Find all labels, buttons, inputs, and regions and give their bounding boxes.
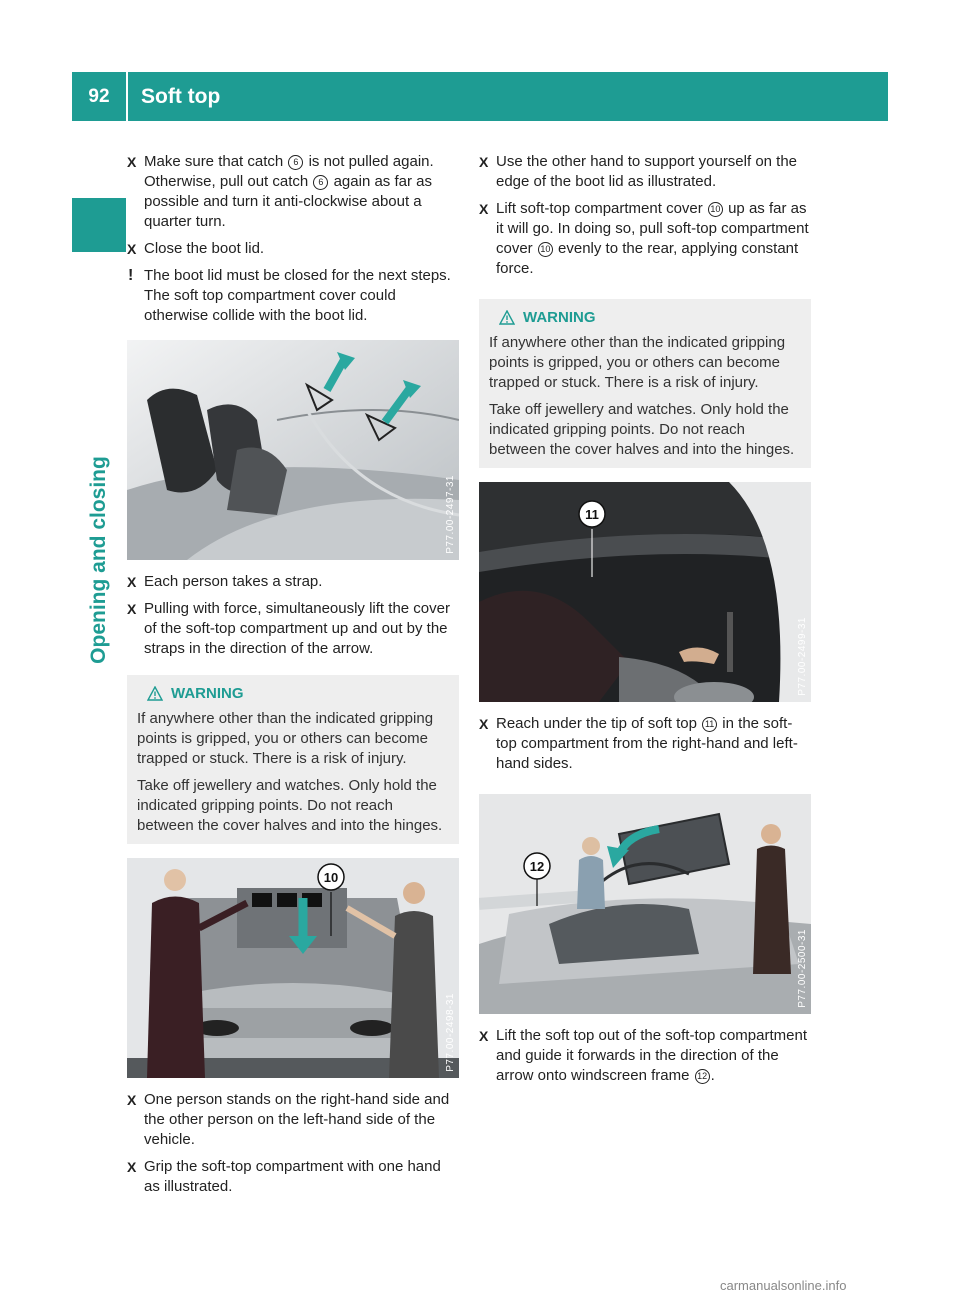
instruction-step: X Use the other hand to support yourself on the edge of the boot lid as illustrated.: [479, 153, 798, 190]
chapter-marker: [72, 198, 126, 252]
header-divider: [126, 72, 128, 121]
step-marker-icon: X: [127, 601, 137, 617]
warning-box: [127, 675, 459, 844]
figure-boot-lid-straps: [127, 340, 459, 560]
callout-11-label: 11: [585, 507, 599, 522]
warning-heading: WARNING: [137, 685, 451, 702]
callout-6-icon: 6: [288, 155, 303, 170]
warning-triangle-icon: [499, 310, 515, 325]
instruction-step: X Close the boot lid.: [127, 240, 265, 257]
instruction-step: X Make sure that catch 6 is not pulled again. Otherwise, pull out catch 6 again as far as possible and turn it anti-clockwise about a quarter turn.: [127, 153, 434, 230]
step-marker-icon: X: [127, 241, 137, 257]
figure-reference: P77.00-2500-31: [797, 929, 808, 1008]
warning-text: If anywhere other than the indicated gripping points is gripped, you or others can become trapped or stuck. There is a risk of injury.: [137, 710, 434, 767]
car-seats-illustration: [127, 340, 459, 560]
figure-lift-soft-top: [479, 794, 811, 1014]
instruction-step: X Each person takes a strap.: [127, 573, 323, 590]
instruction-step: X One person stands on the right-hand side and the other person on the left-hand side of the vehicle.: [127, 1091, 450, 1148]
page-number: 92: [88, 85, 110, 107]
hand-under-soft-top-illustration: [479, 482, 811, 702]
page-title: Soft top: [141, 84, 221, 108]
figure-reference: P77.00-2498-31: [445, 993, 456, 1072]
warning-text: If anywhere other than the indicated gripping points is gripped, you or others can become trapped or stuck. There is a risk of injury.: [489, 334, 786, 391]
instruction-step: X Pulling with force, simultaneously lift the cover of the soft-top compartment up and out by the straps in the direction of the arrow.: [127, 600, 450, 657]
callout-10-icon: 10: [538, 242, 553, 257]
callout-12-label: 12: [529, 859, 545, 874]
watermark: carmanualsonline.info: [720, 1278, 847, 1293]
exclamation-icon: !: [128, 267, 134, 284]
callout-6-icon: 6: [313, 175, 328, 190]
warning-text: Take off jewellery and watches. Only hold the indicated gripping points. Do not reach between the cover halves and into the hinges.: [489, 401, 795, 458]
step-marker-icon: X: [479, 1028, 489, 1044]
callout-10-icon: 10: [708, 202, 723, 217]
step-marker-icon: X: [127, 154, 137, 170]
step-marker-icon: X: [479, 716, 489, 732]
callout-12-icon: 12: [695, 1069, 710, 1084]
warning-heading: WARNING: [489, 309, 803, 326]
step-marker-icon: X: [127, 1159, 137, 1175]
figure-reach-under-soft-top: [479, 482, 811, 702]
right-column: [479, 152, 811, 1093]
material-damage-note: ! The boot lid must be closed for the next steps. The soft top compartment cover could otherwise collide with the boot lid.: [128, 267, 451, 324]
people-lifting-cover-illustration: [127, 858, 459, 1078]
step-marker-icon: X: [127, 574, 137, 590]
figure-reference: P77.00-2497-31: [445, 475, 456, 554]
instruction-step: X Lift soft-top compartment cover 10 up as far as it will go. In doing so, pull soft-top compartment cover 10 evenly to the rear, applying constant force.: [479, 200, 809, 277]
figure-two-people-lifting: [127, 858, 459, 1078]
step-marker-icon: X: [127, 1092, 137, 1108]
step-marker-icon: X: [479, 201, 489, 217]
left-column: [127, 152, 459, 1204]
callout-11-icon: 11: [702, 717, 717, 732]
soft-top-lifting-illustration: [479, 794, 811, 1014]
instruction-step: X Lift the soft top out of the soft-top compartment and guide it forwards in the direction of the arrow onto windscreen frame 12 .: [479, 1027, 808, 1084]
callout-10-label: 10: [323, 870, 339, 885]
warning-triangle-icon: [147, 686, 163, 701]
instruction-step: X Grip the soft-top compartment with one hand as illustrated.: [127, 1158, 441, 1195]
warning-text: Take off jewellery and watches. Only hold the indicated gripping points. Do not reach between the cover halves and into the hinges.: [137, 777, 443, 834]
instruction-step: X Reach under the tip of soft top 11 in the soft-top compartment from the right-hand and left-hand sides.: [479, 715, 798, 772]
chapter-label: Opening and closing: [87, 456, 110, 664]
warning-box: [479, 299, 811, 468]
step-marker-icon: X: [479, 154, 489, 170]
figure-reference: P77.00-2499-31: [797, 617, 808, 696]
